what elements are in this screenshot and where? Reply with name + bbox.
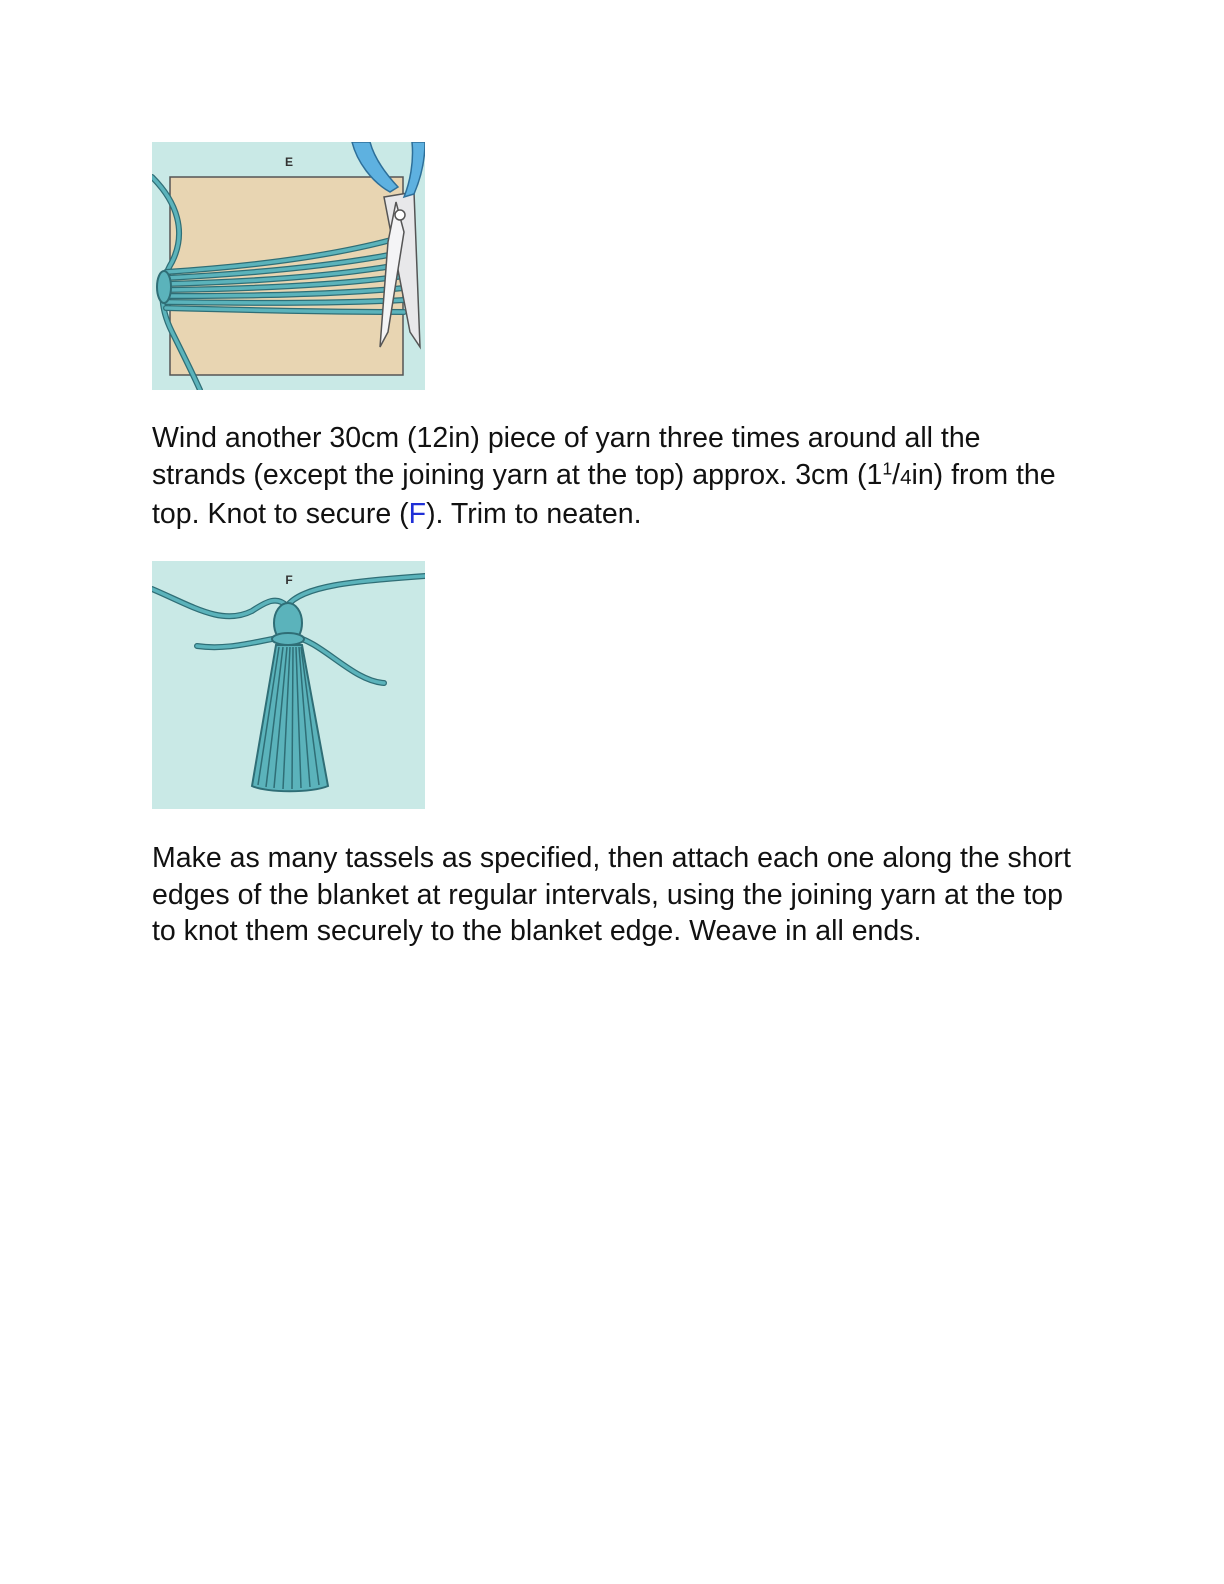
instruction-paragraph-step-2: Make as many tassels as specified, then attach each one along the short edges of the blanket at regular intervals, using the joining yarn at the top to knot them securely to the blanket edge. Weave in all ends. (152, 842, 1071, 947)
figure-e-label: E (284, 155, 294, 169)
fraction-denominator: 4 (900, 465, 912, 489)
figure-f-illustration (152, 561, 425, 809)
figure-e-illustration (152, 142, 425, 390)
step1-text-c: ). Trim to neaten. (426, 498, 642, 530)
step1-text-a: Wind another 30cm (12in) piece of yarn three times around all the strands (except the joining yarn at the top) approx. 3cm (1 (152, 422, 981, 491)
fraction-numerator: 1 (882, 457, 893, 478)
instruction-paragraph-step-1 (152, 420, 1072, 533)
figure-f-reference-link[interactable]: F (408, 498, 427, 530)
figure-f-label: F (285, 573, 293, 587)
step1-text-b: in) from the top. Knot to secure ( (152, 458, 1056, 530)
fraction-slash: / (892, 458, 901, 491)
